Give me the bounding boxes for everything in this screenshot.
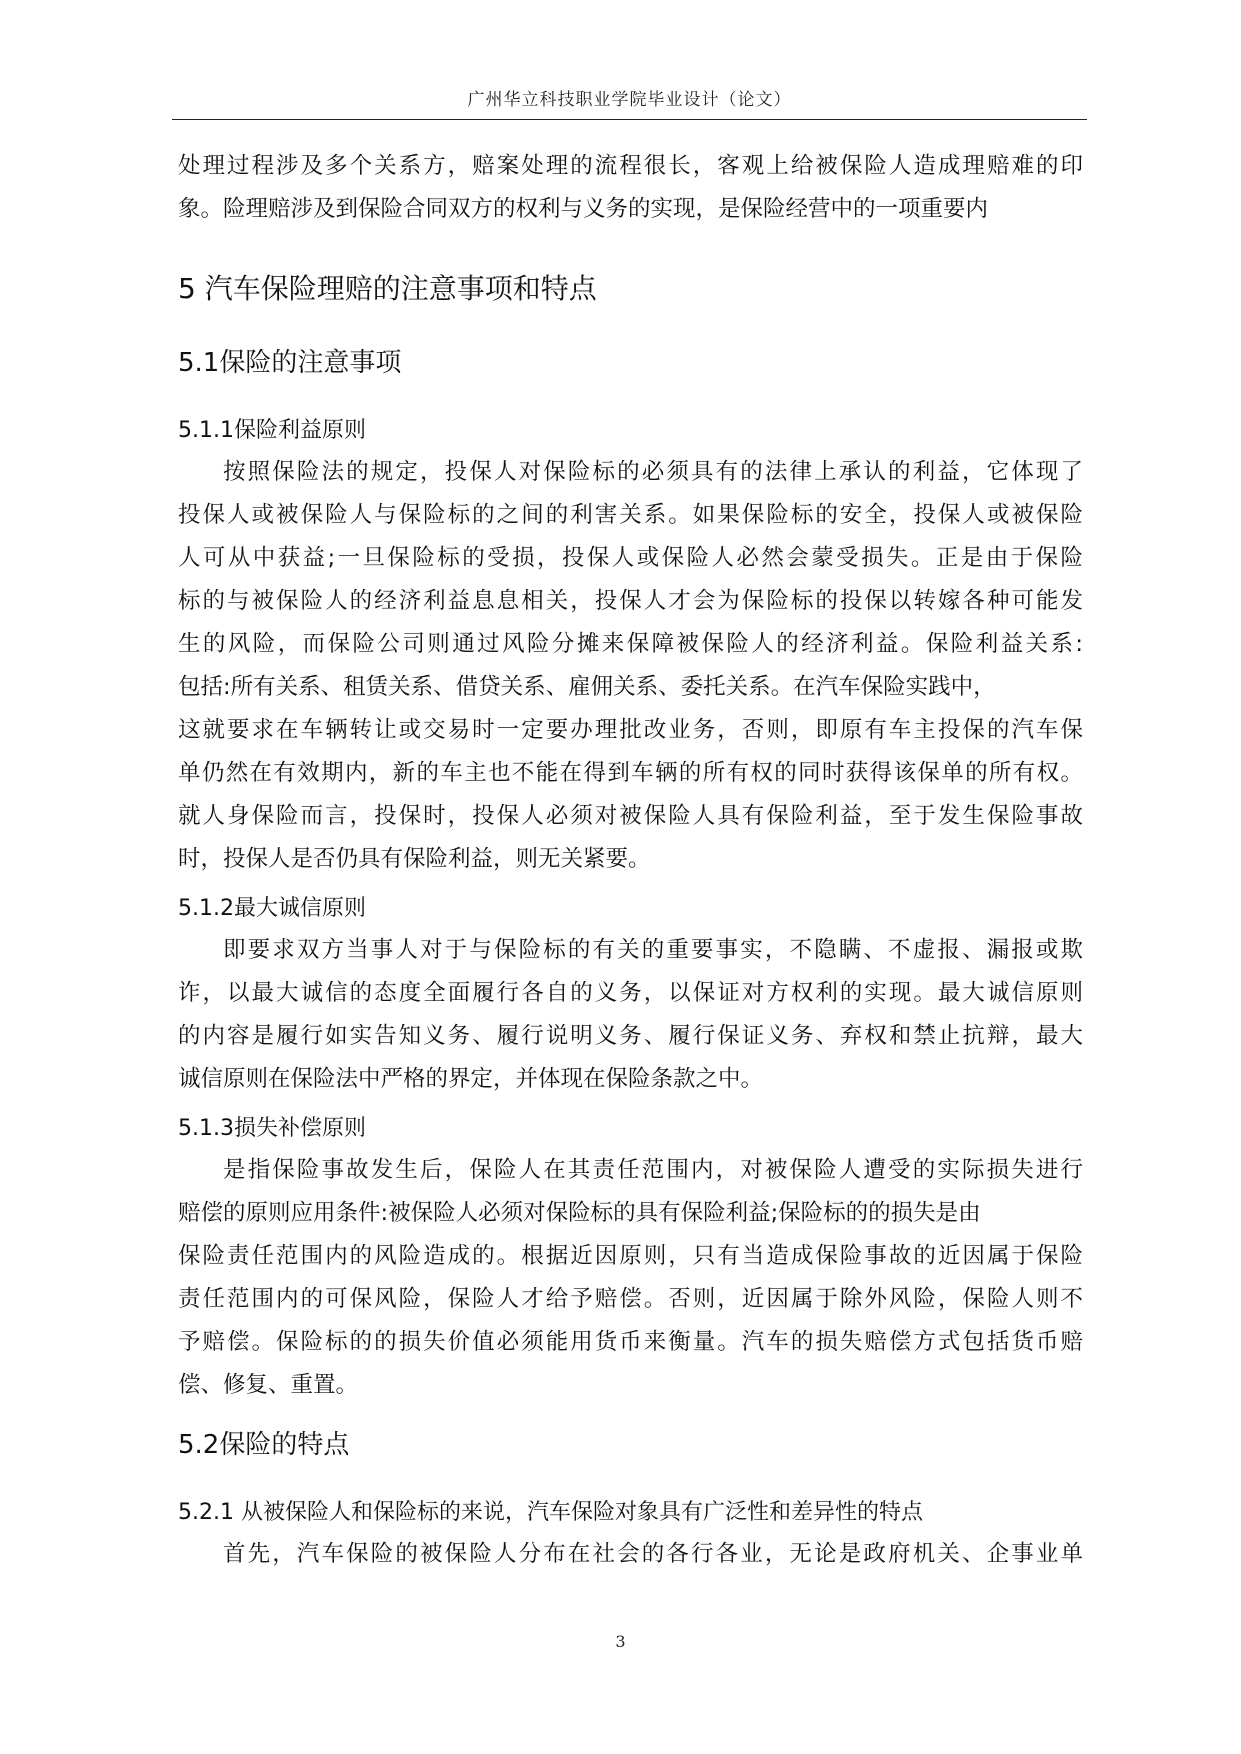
paragraph-line: 投保人或被保险人与保险标的之间的利害关系。如果保险标的安全，投保人或被保险 (178, 502, 1083, 528)
paragraph-line: 单仍然在有效期内，新的车主也不能在得到车辆的所有权的同时获得该保单的所有权。 (178, 760, 1083, 786)
subsection-heading-5-1-1: 5.1.1保险利益原则 (178, 418, 366, 443)
paragraph-line: 责任范围内的可保风险，保险人才给予赔偿。否则，近因属于除外风险，保险人则不 (178, 1286, 1083, 1312)
header-rule (172, 119, 1087, 120)
paragraph-line: 处理过程涉及多个关系方，赔案处理的流程很长，客观上给被保险人造成理赔难的印 (178, 153, 1083, 179)
section-heading-5-1: 5.1保险的注意事项 (178, 348, 402, 378)
paragraph-line: 象。险理赔涉及到保险合同双方的权利与义务的实现，是保险经营中的一项重要内 (178, 196, 989, 222)
paragraph-line: 包括:所有关系、租赁关系、借贷关系、雇佣关系、委托关系。在汽车保险实践中， (178, 674, 996, 700)
paragraph-insurable-interest (178, 451, 1083, 881)
paragraph-line: 首先，汽车保险的被保险人分布在社会的各行各业，无论是政府机关、企事业单 (223, 1541, 1083, 1567)
paragraph-line: 人可从中获益;一旦保险标的受损，投保人或保险人必然会蒙受损失。正是由于保险 (178, 545, 1083, 571)
section-heading-5-2: 5.2保险的特点 (178, 1430, 350, 1460)
paragraph-utmost-good-faith (178, 929, 1083, 1101)
paragraph-line: 这就要求在车辆转让或交易时一定要办理批改业务，否则，即原有车主投保的汽车保 (178, 717, 1083, 743)
paragraph-line: 按照保险法的规定，投保人对保险标的必须具有的法律上承认的利益，它体现了 (223, 459, 1083, 485)
subsection-heading-5-1-3: 5.1.3损失补偿原则 (178, 1116, 366, 1141)
intro-paragraph (178, 145, 1083, 231)
paragraph-line: 予赔偿。保险标的的损失价值必须能用货币来衡量。汽车的损失赔偿方式包括货币赔 (178, 1329, 1083, 1355)
paragraph-line: 生的风险，而保险公司则通过风险分摊来保障被保险人的经济利益。保险利益关系: (178, 631, 1083, 657)
paragraph-line: 的内容是履行如实告知义务、履行说明义务、履行保证义务、弃权和禁止抗辩，最大 (178, 1023, 1083, 1049)
paragraph-line: 赔偿的原则应用条件:被保险人必须对保险标的具有保险利益;保险标的的损失是由 (178, 1200, 981, 1226)
page-number: 3 (615, 1632, 626, 1651)
paragraph-line: 就人身保险而言，投保时，投保人必须对被保险人具有保险利益，至于发生保险事故 (178, 803, 1083, 829)
page-header: 广州华立科技职业学院毕业设计（论文） (467, 90, 792, 110)
paragraph-line: 诚信原则在保险法中严格的界定，并体现在保险条款之中。 (178, 1066, 764, 1092)
paragraph-line: 偿、修复、重置。 (178, 1372, 359, 1398)
paragraph-line: 保险责任范围内的风险造成的。根据近因原则，只有当造成保险事故的近因属于保险 (178, 1243, 1083, 1269)
chapter-heading: 5 汽车保险理赔的注意事项和特点 (178, 272, 597, 305)
document-body (178, 145, 1083, 1576)
paragraph-line: 诈，以最大诚信的态度全面履行各自的义务，以保证对方权利的实现。最大诚信原则 (178, 980, 1083, 1006)
paragraph-line: 时，投保人是否仍具有保险利益，则无关紧要。 (178, 846, 651, 872)
subsection-heading-5-2-1: 5.2.1 从被保险人和保险标的来说，汽车保险对象具有广泛性和差异性的特点 (178, 1500, 923, 1525)
paragraph-line: 是指保险事故发生后，保险人在其责任范围内，对被保险人遭受的实际损失进行 (223, 1157, 1083, 1183)
paragraph-insured-diversity (178, 1533, 1083, 1576)
paragraph-indemnity (178, 1149, 1083, 1407)
paragraph-line: 标的与被保险人的经济利益息息相关，投保人才会为保险标的投保以转嫁各种可能发 (178, 588, 1083, 614)
subsection-heading-5-1-2: 5.1.2最大诚信原则 (178, 896, 366, 921)
paragraph-line: 即要求双方当事人对于与保险标的有关的重要事实，不隐瞒、不虚报、漏报或欺 (223, 937, 1083, 963)
